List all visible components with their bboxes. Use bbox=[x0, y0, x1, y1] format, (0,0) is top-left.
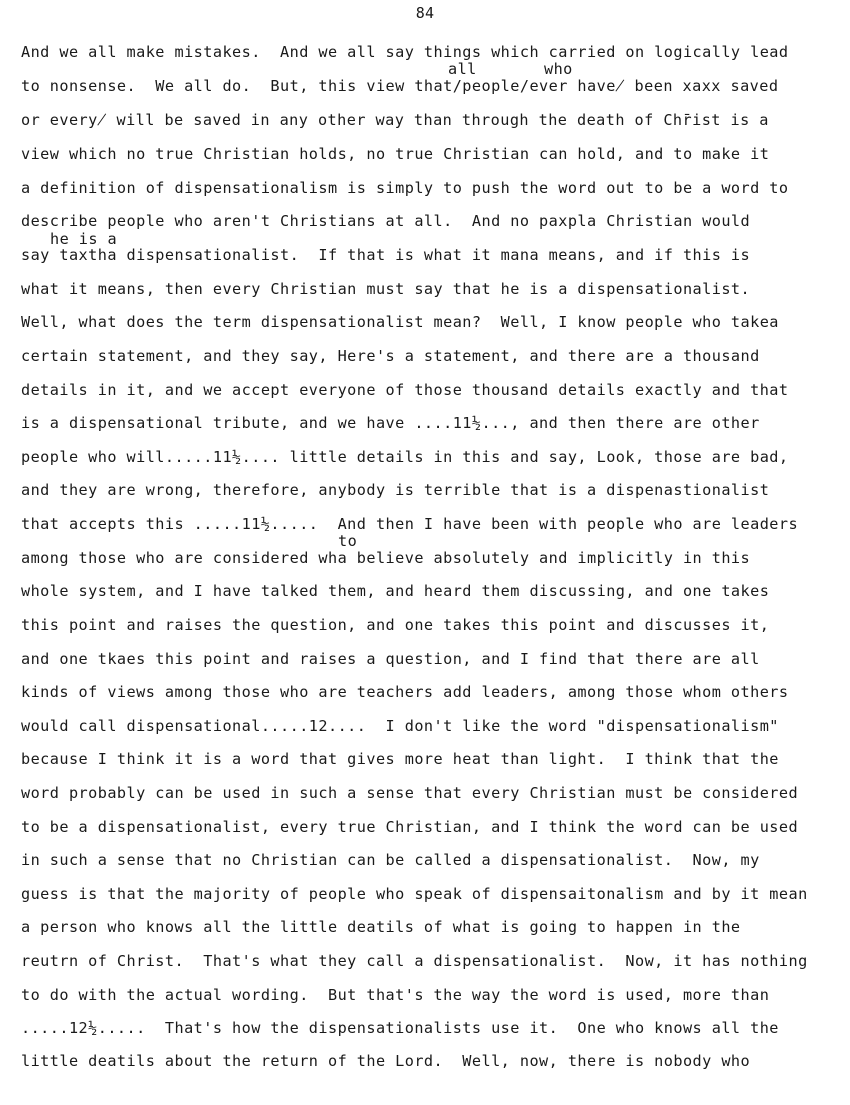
text-line: is a dispensational tribute, and we have ....11½..., and then there are other bbox=[21, 414, 760, 432]
text-line: to do with the actual wording. But that's the way the word is used, more than bbox=[21, 986, 770, 1004]
text-line: to nonsense. We all do. But, this view that/people/ever have̸ been xaxx saved bbox=[21, 77, 779, 95]
text-line: .....12½..... That's how the dispensationalists use it. One who knows all the bbox=[21, 1019, 779, 1037]
interlinear-insertion-who: who bbox=[544, 60, 573, 78]
text-line: describe people who aren't Christians at all. And no paxpla Christian would bbox=[21, 212, 751, 230]
interlinear-insertion-to: to bbox=[338, 532, 358, 550]
text-line: in such a sense that no Christian can be called a dispensationalist. Now, my bbox=[21, 851, 760, 869]
text-line: certain statement, and they say, Here's a statement, and there are a thousand bbox=[21, 347, 760, 365]
text-line: to be a dispensationalist, every true Christian, and I think the word can be used bbox=[21, 818, 799, 836]
text-line: a definition of dispensationalism is simply to push the word out to be a word to bbox=[21, 179, 789, 197]
text-line: little deatils about the return of the Lord. Well, now, there is nobody who bbox=[21, 1052, 751, 1070]
text-line: And we all make mistakes. And we all say things which carried on logically lead bbox=[21, 43, 789, 61]
text-line: what it means, then every Christian must say that he is a dispensationalist. bbox=[21, 280, 751, 298]
text-line: a person who knows all the little deatils of what is going to happen in the bbox=[21, 918, 741, 936]
text-line: because I think it is a word that gives more heat than light. I think that the bbox=[21, 750, 779, 768]
text-line: details in it, and we accept everyone of those thousand details exactly and that bbox=[21, 381, 789, 399]
text-line: that accepts this .....11½..... And then I have been with people who are leaders bbox=[21, 515, 799, 533]
text-line: kinds of views among those who are teachers add leaders, among those whom others bbox=[21, 683, 789, 701]
text-line: this point and raises the question, and one takes this point and discusses it, bbox=[21, 616, 770, 634]
text-line: people who will.....11½.... little details in this and say, Look, those are bad, bbox=[21, 448, 789, 466]
text-line: among those who are considered wha believe absolutely and implicitly in this bbox=[21, 549, 751, 567]
text-line: word probably can be used in such a sense that every Christian must be considered bbox=[21, 784, 799, 802]
text-line: and one tkaes this point and raises a question, and I find that there are all bbox=[21, 650, 760, 668]
interlinear-insertion-all: all bbox=[448, 60, 477, 78]
text-line: or every̸ will be saved in any other way than through the death of Chr̄ist is a bbox=[21, 111, 769, 129]
page-number: 84 bbox=[415, 4, 435, 22]
text-line: view which no true Christian holds, no true Christian can hold, and to make it bbox=[21, 145, 770, 163]
text-line: reutrn of Christ. That's what they call a dispensationalist. Now, it has nothing bbox=[21, 952, 808, 970]
interlinear-insertion-he-is-a: he is a bbox=[50, 230, 118, 248]
text-line: and they are wrong, therefore, anybody is terrible that is a dispenastionalist bbox=[21, 481, 770, 499]
text-line: say taxtha dispensationalist. If that is what it mana means, and if this is bbox=[21, 246, 751, 264]
text-line: would call dispensational.....12.... I don't like the word "dispensationalism" bbox=[21, 717, 779, 735]
text-line: Well, what does the term dispensationalist mean? Well, I know people who takea bbox=[21, 313, 779, 331]
text-line: guess is that the majority of people who speak of dispensaitonalism and by it mean bbox=[21, 885, 808, 903]
text-line: whole system, and I have talked them, and heard them discussing, and one takes bbox=[21, 582, 770, 600]
